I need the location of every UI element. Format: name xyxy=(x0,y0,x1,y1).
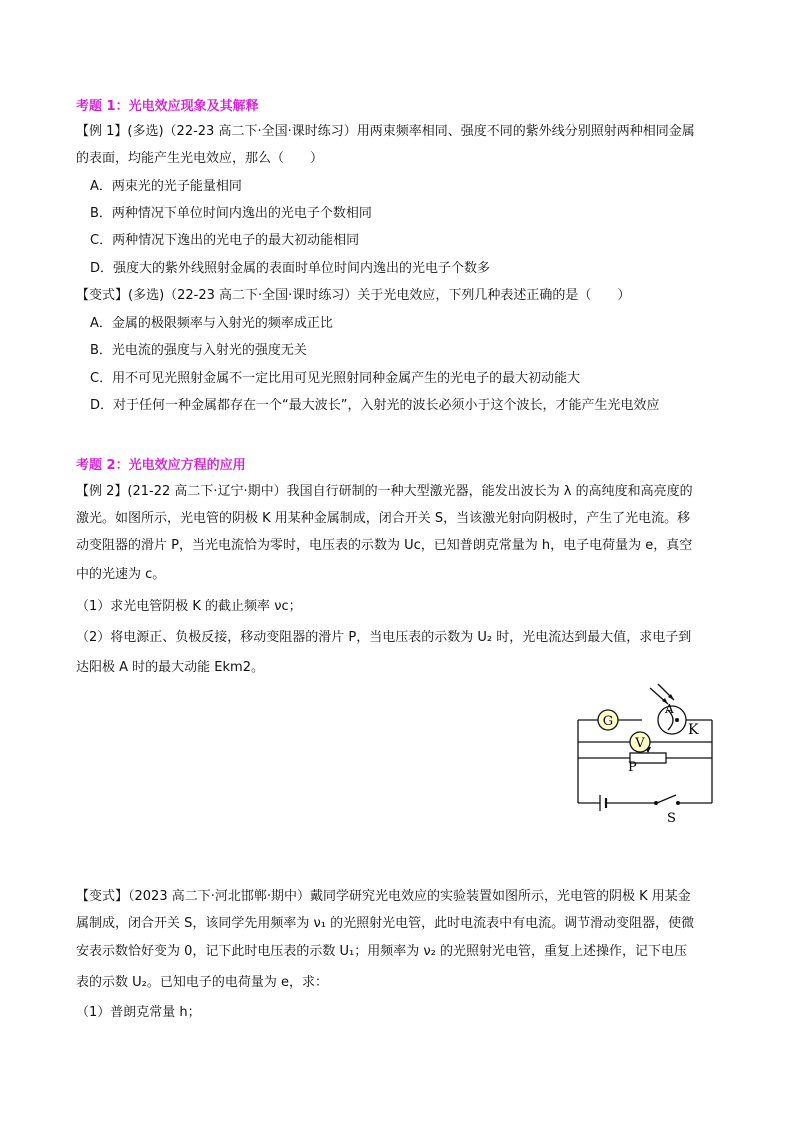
cathode-label: K xyxy=(688,722,699,738)
example1-option-c: C．两种情况下逸出的光电子的最大初动能相同 xyxy=(90,233,360,248)
variant2-stem-line1: 【变式】（2023 高二下·河北邯郸·期中）戴同学研究光电效应的实验装置如图所示，光电管的阴极 K 用某金 xyxy=(76,889,691,904)
variant1-option-a: A．金属的极限频率与入射光的频率成正比 xyxy=(90,316,333,331)
example2-stem-line1: 【例 2】(21-22 高二下·辽宁·期中）我国自行研制的一种大型激光器，能发出波长为 λ 的高纯度和高亮度的 xyxy=(76,484,693,499)
variant2-stem-line3: 安表示数恰好变为 0，记下此时电压表的示数 U₁；用频率为 ν₂ 的光照射光电管，重复上述操作，记下电压 xyxy=(76,944,688,959)
variant2-stem-line4: 表的示数 U₂。已知电子的电荷量为 e，求： xyxy=(76,975,328,990)
example2-question1: （1）求光电管阴极 K 的截止频率 νc； xyxy=(76,599,302,614)
example1-option-a: A．两束光的光子能量相同 xyxy=(90,179,242,194)
photoelectric-circuit-diagram xyxy=(560,680,730,825)
slider-label: P xyxy=(628,760,637,775)
variant1-option-d: D．对于任何一种金属都存在一个“最大波长”，入射光的波长必须小于这个波长，才能产生光电效应 xyxy=(90,398,660,413)
variant1-option-b: B．光电流的强度与入射光的强度无关 xyxy=(90,343,307,358)
variant2-stem-line2: 属制成，闭合开关 S，该同学先用频率为 ν₁ 的光照射光电管，此时电流表中有电流。调节滑动变阻器，使微 xyxy=(76,916,695,931)
example1-option-b: B．两种情况下单位时间内逸出的光电子个数相同 xyxy=(90,206,372,221)
example2-stem-line3: 动变阻器的滑片 P，当光电流恰为零时，电压表的示数为 Uc，已知普朗克常量为 h，电子电荷量为 e，真空 xyxy=(76,538,693,553)
example1-option-d: D．强度大的紫外线照射金属的表面时单位时间内逸出的光电子个数多 xyxy=(90,261,491,276)
example2-stem-line4: 中的光速为 c。 xyxy=(76,567,166,582)
example1-stem-line1: 【例 1】(多选)（22-23 高二下·全国·课时练习）用两束频率相同、强度不同的紫外线分别照射两种相同金属 xyxy=(76,124,695,139)
topic1-title: 考题 1：光电效应现象及其解释 xyxy=(76,99,259,114)
anode-label: A xyxy=(665,702,674,716)
galvanometer-label: G xyxy=(602,714,614,729)
example2-question2-line1: （2）将电源正、负极反接，移动变阻器的滑片 P，当电压表的示数为 U₂ 时，光电流达到最大值，求电子到 xyxy=(76,630,692,645)
switch-label: S xyxy=(667,811,676,825)
topic2-title: 考题 2：光电效应方程的应用 xyxy=(76,458,246,473)
example2-question2-line2: 达阳极 A 时的最大动能 Ekm2。 xyxy=(76,660,264,675)
variant2-question1: （1）普朗克常量 h； xyxy=(76,1005,201,1020)
example2-stem-line2: 激光。如图所示，光电管的阴极 K 用某种金属制成，闭合开关 S，当该激光射向阴极时，产生了光电流。移 xyxy=(76,511,691,526)
voltmeter-label: V xyxy=(635,736,645,751)
variant1-stem: 【变式】(多选)（22-23 高二下·全国·课时练习）关于光电效应，下列几种表述正确的是（ ） xyxy=(76,288,631,303)
example1-stem-line2: 的表面，均能产生光电效应，那么（ ） xyxy=(76,151,324,166)
variant1-option-c: C．用不可见光照射金属不一定比用可见光照射同种金属产生的光电子的最大初动能大 xyxy=(90,371,581,386)
